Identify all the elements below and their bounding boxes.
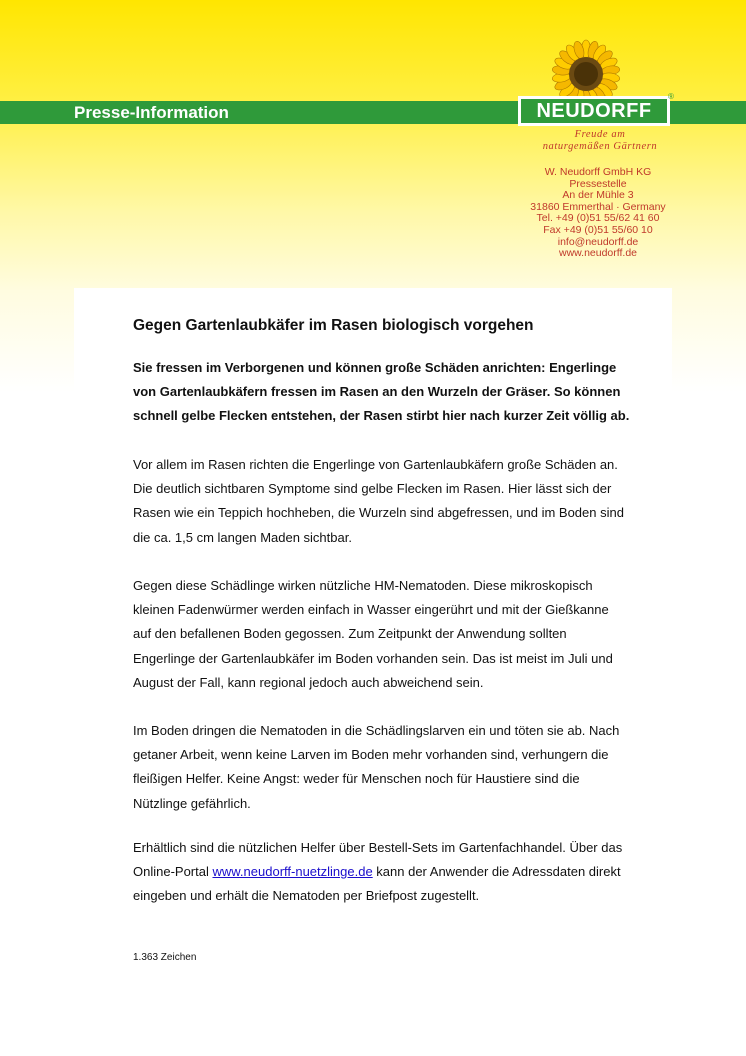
address-line: An der Mühle 3 — [562, 189, 634, 202]
address-line: Fax +49 (0)51 55/60 10 — [543, 223, 653, 236]
paragraph-line: auf den befallenen Boden gegossen. Zum Zeitpunkt der Anwendung sollten — [133, 626, 567, 642]
paragraph-line: Im Boden dringen die Nematoden in die Schädlingslarven ein und töten sie ab. Nach — [133, 723, 620, 738]
paragraph-line: Die deutlich sichtbaren Symptome sind gelbe Flecken im Rasen. Hier lässt sich der — [133, 481, 612, 497]
paragraph-line: Vor allem im Rasen richten die Engerlinge von Gartenlaubkäfern große Schäden an. — [133, 457, 618, 472]
paragraph-line — [133, 860, 673, 884]
paragraph-line: Nützlinge gefährlich. — [133, 795, 251, 811]
paragraph-line: Rasen wie ein Teppich hochheben, die Wurzeln sind abgefressen, und im Boden sind — [133, 505, 624, 521]
paragraph-line: August der Fall, kann regional jedoch auch abweichend sein. — [133, 674, 484, 690]
header-band-label: Presse-Information — [74, 103, 229, 122]
registered-mark: ® — [668, 92, 674, 101]
address-line: Tel. +49 (0)51 55/62 41 60 — [536, 212, 660, 225]
paragraph-2 — [133, 574, 673, 695]
paragraph-line: fleißigen Helfer. Keine Angst: weder für Menschen noch für Haustiere sind die — [133, 771, 580, 787]
address-email[interactable]: info@neudorff.de — [557, 235, 639, 248]
address-line: 31860 Emmerthal · Germany — [530, 200, 666, 213]
neudorff-logo — [514, 38, 684, 128]
paragraph-text: Online-Portal — [133, 864, 213, 880]
tagline-line-1: Freude am — [574, 129, 626, 140]
nuetzlinge-link[interactable]: www.neudorff-nuetzlinge.de — [212, 864, 373, 880]
brand-tagline — [530, 129, 670, 153]
lead-line: Sie fressen im Verborgenen und können große Schäden anrichten: Engerlinge — [133, 360, 617, 375]
lead-line: schnell gelbe Flecken entstehen, der Rasen stirbt hier nach kurzer Zeit völlig ab. — [133, 408, 630, 424]
article-lead — [133, 356, 673, 429]
address-line: W. Neudorff GmbH KG — [544, 166, 652, 178]
paragraph-line: kleinen Fadenwürmer werden einfach in Wasser eingerührt und mit der Gießkanne — [133, 602, 609, 618]
paragraph-4 — [133, 836, 673, 909]
paragraph-3 — [133, 719, 673, 816]
paragraph-line: getaner Arbeit, wenn keine Larven im Boden mehr vorhanden sind, verhungern die — [133, 747, 609, 763]
paragraph-line: die ca. 1,5 cm langen Maden sichtbar. — [133, 529, 352, 545]
address-line: Pressestelle — [569, 177, 627, 190]
company-address — [520, 167, 676, 260]
paragraph-line: eingeben und erhält die Nematoden per Briefpost zugestellt. — [133, 888, 480, 904]
tagline-line-2: naturgemäßen Gärtnern — [542, 141, 658, 152]
paragraph-text: kann der Anwender die Adressdaten direkt — [372, 864, 621, 880]
paragraph-line: Gegen diese Schädlinge wirken nützliche HM-Nematoden. Diese mikroskopisch — [133, 578, 593, 593]
brand-name: NEUDORFF — [518, 96, 670, 126]
paragraph-line: Engerlinge der Gartenlaubkäfer im Boden vorhanden sein. Das ist meist im Juli und — [133, 650, 613, 666]
address-website[interactable]: www.neudorff.de — [558, 247, 638, 260]
character-count: 1.363 Zeichen — [133, 952, 197, 963]
paragraph-1 — [133, 453, 673, 550]
paragraph-line: Erhältlich sind die nützlichen Helfer über Bestell-Sets im Gartenfachhandel. Über das — [133, 840, 623, 855]
article-title: Gegen Gartenlaubkäfer im Rasen biologisch vorgehen — [133, 317, 534, 334]
lead-line: von Gartenlaubkäfern fressen im Rasen an den Wurzeln der Gräser. So können — [133, 384, 621, 400]
